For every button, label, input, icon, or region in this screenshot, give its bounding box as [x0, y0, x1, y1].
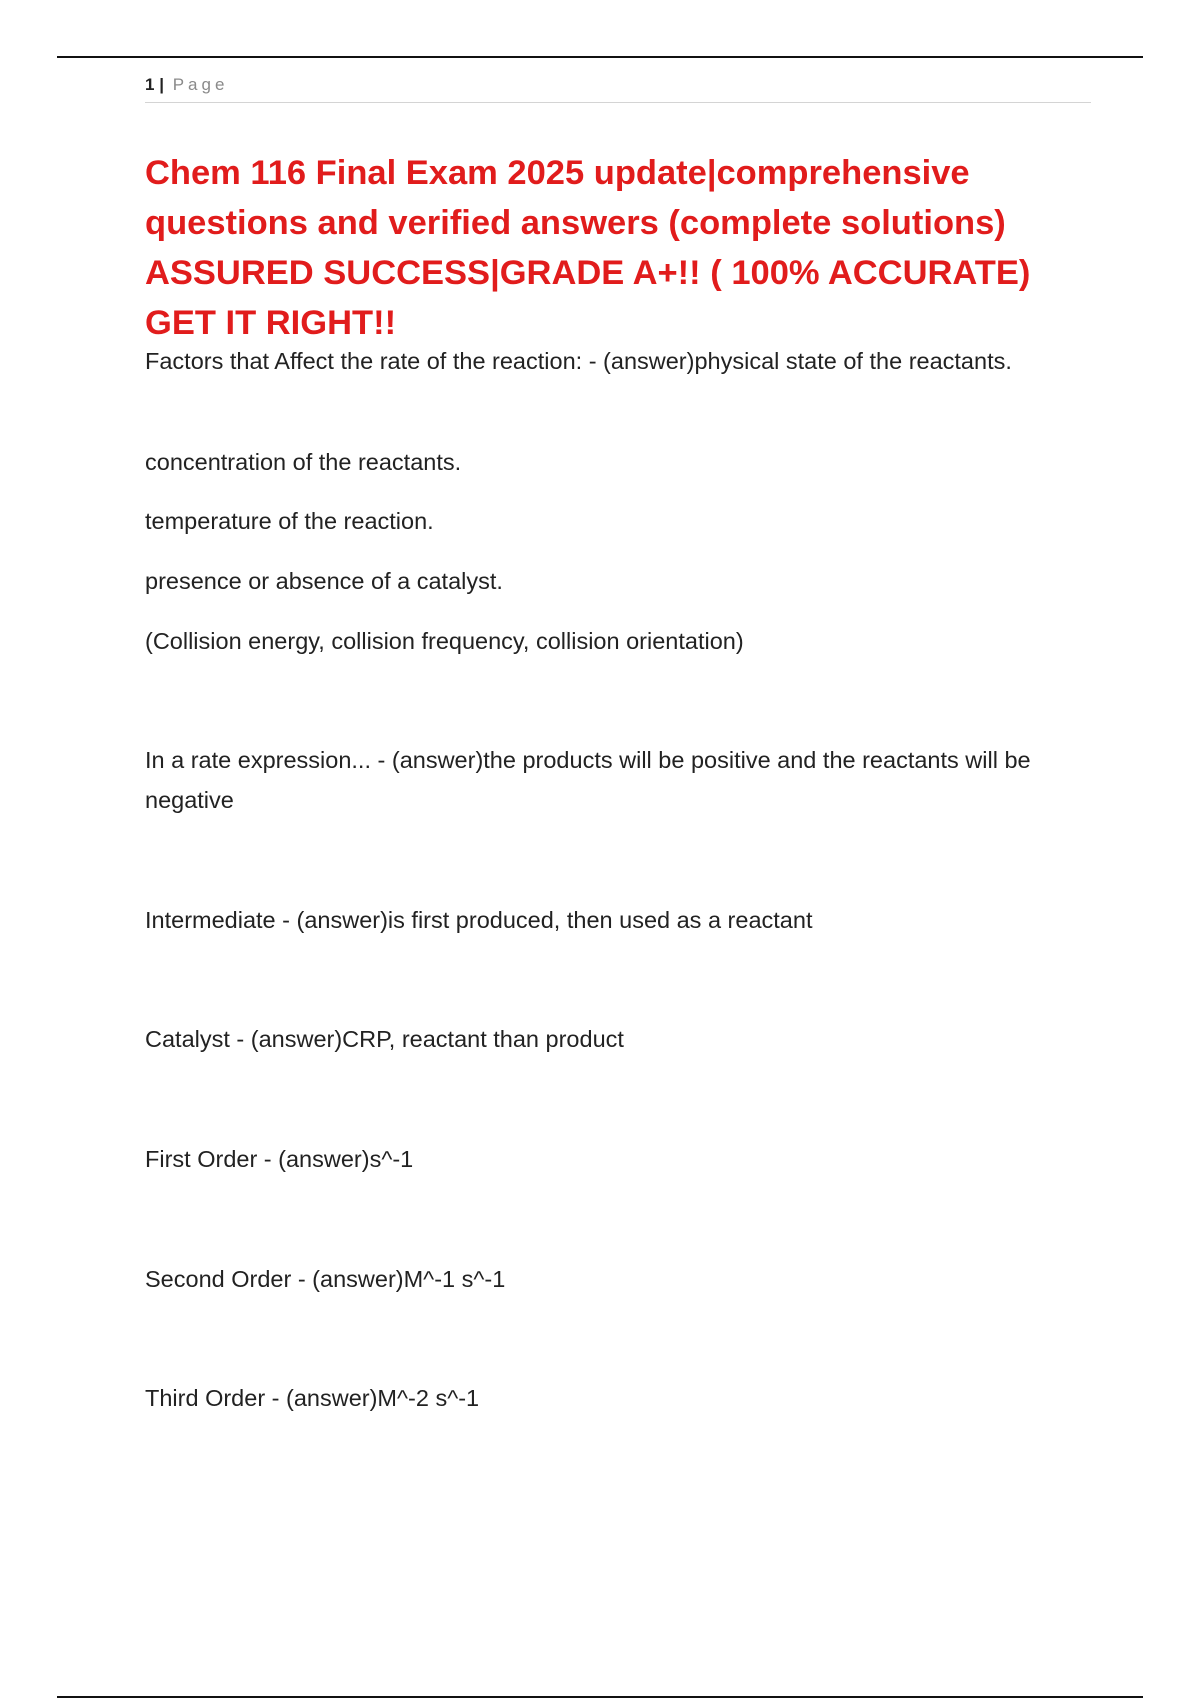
- second-order-item: Second Order - (answer)M^-1 s^-1: [145, 1266, 506, 1292]
- catalyst-item: Catalyst - (answer)CRP, reactant than product: [145, 1026, 624, 1052]
- factors-line-catalyst: presence or absence of a catalyst.: [145, 568, 503, 594]
- factors-question: Factors that Affect the rate of the reaction: - (answer)physical state of the reactants.: [145, 348, 1012, 374]
- third-order-item: Third Order - (answer)M^-2 s^-1: [145, 1385, 480, 1411]
- page-number: 1: [145, 75, 155, 94]
- factors-line-collision: (Collision energy, collision frequency, collision orientation): [145, 628, 744, 654]
- document-title: Chem 116 Final Exam 2025 update|comprehensive questions and verified answers (complete solutions) ASSURED SUCCESS|GRADE A+!! ( 100% ACCURATE) GET IT RIGHT!!: [145, 154, 1031, 342]
- first-order-item: First Order - (answer)s^-1: [145, 1146, 414, 1172]
- intermediate-item: Intermediate - (answer)is first produced, then used as a reactant: [145, 907, 813, 933]
- page-separator: |: [159, 75, 164, 94]
- rate-expression-item: In a rate expression... - (answer)the products will be positive and the reactants will be negative: [145, 747, 1031, 813]
- page-label: Page: [172, 75, 229, 94]
- top-rule: [57, 56, 1143, 58]
- bottom-rule: [57, 1696, 1143, 1698]
- page-header: [145, 74, 1091, 103]
- factors-line-concentration: concentration of the reactants.: [145, 449, 462, 475]
- factors-line-temperature: temperature of the reaction.: [145, 508, 434, 534]
